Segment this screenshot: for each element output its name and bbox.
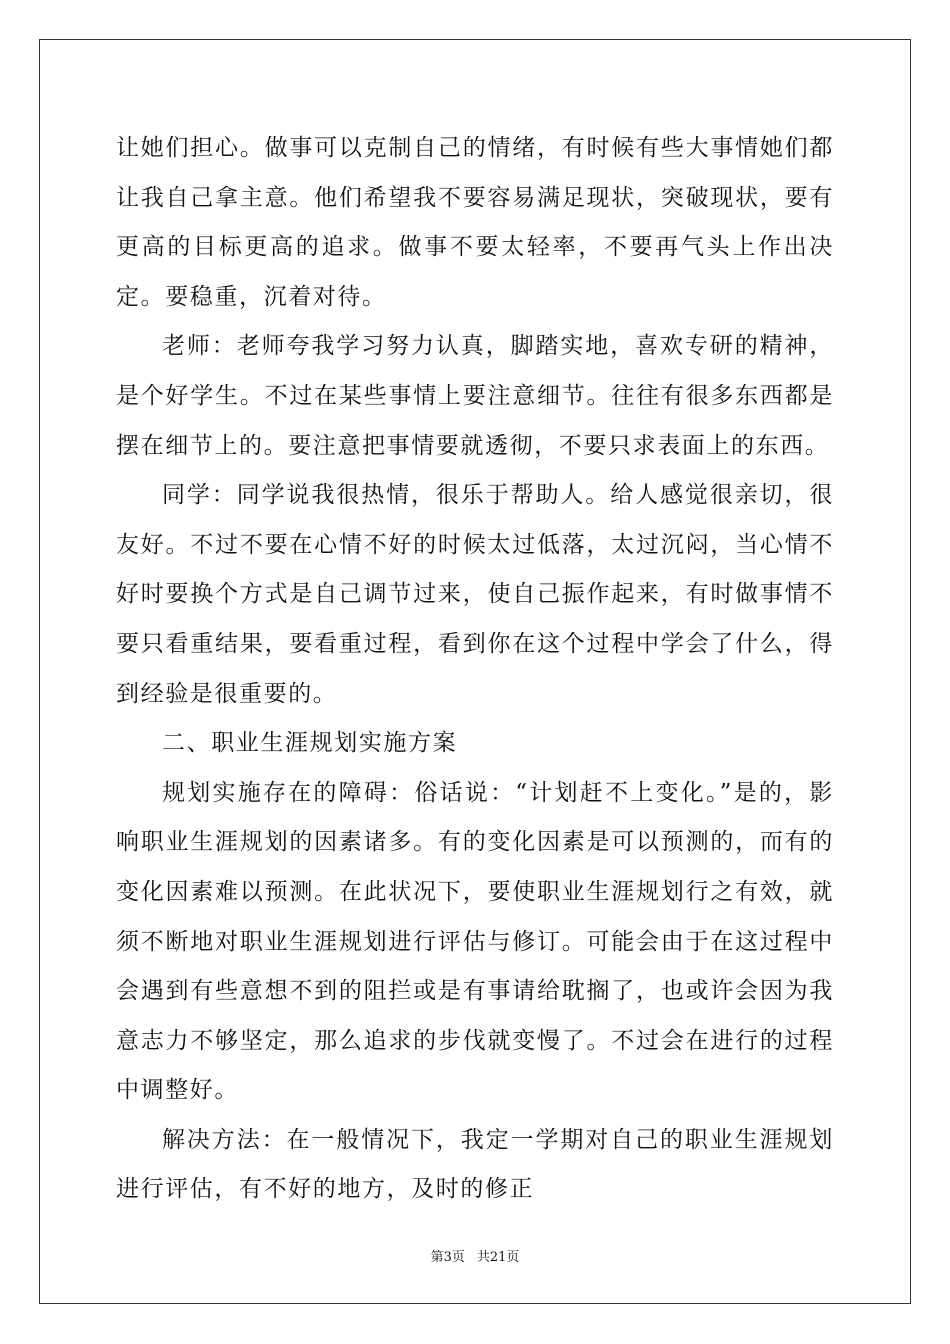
section-heading: 二、职业生涯规划实施方案 (162, 730, 458, 757)
page-footer (0, 1246, 950, 1265)
page-total: 共21页 (476, 1250, 520, 1265)
paragraph: 让她们担心。做事可以克制自己的情绪，有时候有些大事情她们都让我自己拿主意。他们希望我不要容易满足现状，突破现状，要有更高的目标更高的追求。做事不要太轻率，不要再气头上作出决定。要稳重，沉着对待。 (116, 135, 834, 310)
paragraph: 同学：同学说我很热情，很乐于帮助人。给人感觉很亲切，很友好。不过不要在心情不好的时候太过低落，太过沉闷，当心情不好时要换个方式是自己调节过来，使自己振作起来，有时做事情不要只看重结果，要看重过程，看到你在这个过程中学会了什么，得到经验是很重要的。 (116, 482, 834, 707)
paragraph: 解决方法：在一般情况下，我定一学期对自己的职业生涯规划进行评估，有不好的地方，及时的修正 (116, 1126, 834, 1203)
page-number: 第3页 (430, 1250, 465, 1265)
paragraph: 老师：老师夸我学习努力认真，脚踏实地，喜欢专研的精神，是个好学生。不过在某些事情上要注意细节。往往有很多东西都是摆在细节上的。要注意把事情要就透彻，不要只求表面上的东西。 (116, 333, 834, 459)
paragraph: 规划实施存在的障碍：俗话说：“计划赶不上变化。”是的，影响职业生涯规划的因素诸多。有的变化因素是可以预测的，而有的变化因素难以预测。在此状况下，要使职业生涯规划行之有效，就须不断地对职业生涯规划进行评估与修订。可能会由于在这过程中会遇到有些意想不到的阻拦或是有事请给耽搁了，也或许会因为我意志力不够坚定，那么追求的步伐就变慢了。不过会在进行的过程中调整好。 (116, 779, 834, 1104)
document-body (116, 124, 834, 1215)
